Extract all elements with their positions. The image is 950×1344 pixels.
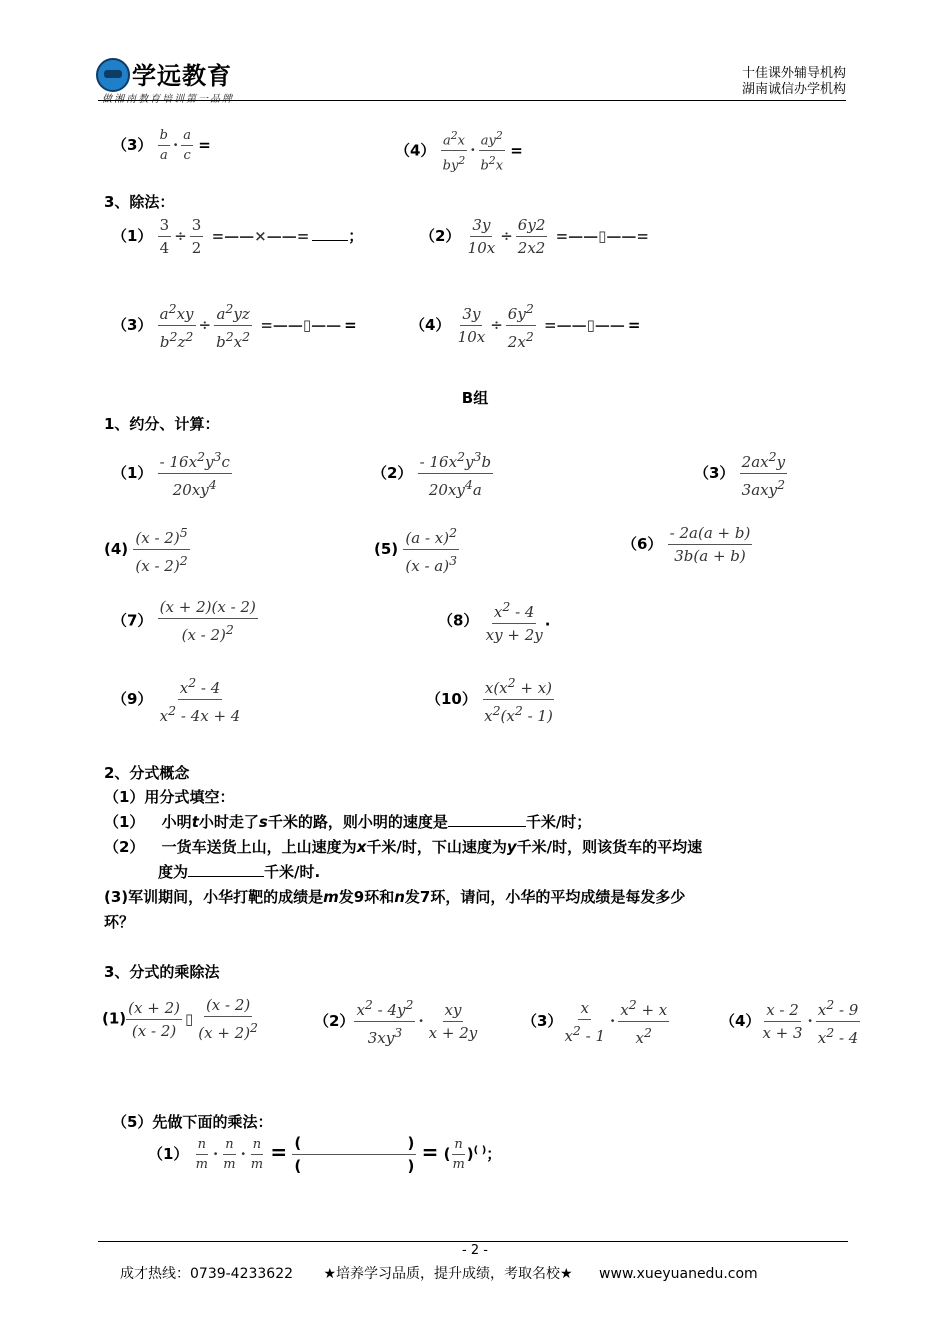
label: (1) (102, 1009, 127, 1028)
label: （2） (372, 464, 413, 482)
label: （1） (112, 227, 153, 245)
label: （2） (314, 1012, 355, 1030)
fraction: $\frac{n}{m}$ (195, 1137, 208, 1172)
division-problem-2: （2） $\frac{3y}{10x}$ ÷ $\frac{6y2}{2x2}$ =——▯——= (420, 216, 649, 257)
label: （1） (148, 1145, 189, 1163)
multdiv-title: 3、分式的乘除法 (104, 963, 220, 981)
simplify-problem-9 (112, 672, 242, 727)
fraction: $\frac{a^2yz}{b^2x^2}$ (214, 298, 252, 353)
fraction: $\frac{n}{m}$ (223, 1137, 236, 1172)
label: （3） (694, 464, 735, 482)
fraction: $\frac{- 16x^2y^3c}{20xy^4}$ (158, 446, 232, 501)
label: （4） (720, 1012, 761, 1030)
equals: = (344, 316, 357, 334)
var: t (191, 813, 199, 831)
header-right-line2: 湖南诚信办学机构 (741, 82, 846, 97)
var: s (258, 813, 268, 831)
fraction: $\frac{x^2 - 4}{xy + 2y}$ (484, 596, 545, 646)
simplify-problem-10 (426, 672, 555, 727)
label: (5) (374, 540, 399, 558)
text: 千米/时，则该货车的平均速 (516, 838, 703, 856)
answer-blank[interactable] (448, 826, 526, 827)
division-problem-1: （1） $\frac{3}{4}$ ÷ $\frac{3}{2}$ =——×——= ； (112, 216, 364, 257)
footer-bar (120, 1263, 758, 1283)
label: (4) (104, 540, 129, 558)
var: n (394, 888, 405, 906)
fraction: $\frac{x^2 - 4}{x^2 - 4x + 4}$ (158, 672, 243, 727)
text: 发9环和 (338, 888, 395, 906)
multdiv-problem-3: （3） $\frac{x}{x^2 - 1}$ · $\frac{x^2 + x}{x^2}$ (522, 994, 669, 1049)
fraction: $\frac{a}{c}$ (183, 128, 191, 163)
header-right (742, 66, 846, 98)
fraction: $\frac{6y^2}{2x^2}$ (506, 298, 536, 353)
group-b-title: B组 (461, 389, 489, 407)
answer-fraction[interactable]: ( ) ( ) (294, 1134, 415, 1175)
label: （2） (420, 227, 461, 245)
fraction: $\frac{- 2a(a + b)}{3b(a + b)}$ (669, 524, 751, 565)
multdiv-problem-1: (1) $\frac{(x + 2)}{(x - 2)}$ ▯ $\frac{(x - 2)}{(x + 2)^2}$ (102, 996, 258, 1042)
division-problem-3: （3） $\frac{a^2xy}{b^2z^2}$ ÷ $\frac{a^2yz}{b^2x^2}$ =——▯—— = (112, 298, 357, 353)
var: y (506, 838, 517, 856)
fraction: $\frac{3y}{10x}$ (457, 305, 486, 346)
multdiv-p5-problem: （1） $\frac{n}{m}$ · $\frac{n}{m}$ · $\frac{n}{m}$ = ( ) ( ) = ( $\frac{n}{m}$ )( )； (148, 1134, 502, 1175)
fraction: $\frac{x - 2}{x + 3}$ (762, 1001, 803, 1042)
fraction: $\frac{(x + 2)}{(x - 2)}$ (128, 998, 180, 1040)
footer-site[interactable]: www.xueyuanedu.com (599, 1266, 758, 1282)
multdiv-p5-title: （5）先做下面的乘法： (112, 1113, 273, 1131)
fraction: $\frac{ay^2}{b^2x}$ (478, 126, 505, 176)
logo-text: 学远教育 (132, 62, 232, 90)
top-problem-4: （4） $\frac{a^2x}{by^2}$ · $\frac{ay^2}{b^2x}$ = (395, 126, 523, 176)
equals: = (510, 141, 523, 160)
fraction: $\frac{x^2 - 9}{x^2 - 4}$ (816, 994, 861, 1049)
multdiv-problem-2: （2） $\frac{x^2 - 4y^2}{3xy^3}$ · $\frac{xy}{x + 2y}$ (314, 994, 479, 1049)
text: 千米/时； (525, 813, 592, 831)
top-problem-3: （3） $\frac{b}{a}$ · $\frac{a}{c}$ = (112, 128, 211, 163)
text: 千米的路，则小明的速度是 (267, 813, 448, 831)
text: 千米/时，下山速度为 (366, 838, 507, 856)
fraction: $\frac{a^2x}{by^2}$ (441, 126, 468, 176)
text: 度为 (158, 863, 189, 881)
page-number: - 2 - (462, 1243, 488, 1258)
label: （3） (112, 136, 153, 154)
fraction: $\frac{n}{m}$ (250, 1137, 264, 1172)
fraction: $\frac{3}{2}$ (191, 216, 202, 257)
label: （9） (112, 690, 153, 708)
multdiv-problem-4: （4） $\frac{x - 2}{x + 3}$ · $\frac{x^2 - 9}{x^2 - 4}$ (720, 994, 860, 1049)
simplify-problem-1 (112, 446, 232, 501)
concept-q3 (104, 886, 685, 907)
footer-slogan: ★培养学习品质，提升成绩，考取名校★ (323, 1266, 573, 1282)
brand-logo (96, 56, 256, 104)
text: (3)军训期间，小华打靶的成绩是 (104, 888, 324, 906)
simplify-problem-5 (374, 522, 459, 577)
label: （8） (438, 611, 479, 630)
division-problem-4: （4） $\frac{3y}{10x}$ ÷ $\frac{6y^2}{2x^2}$ =——▯—— = (410, 298, 640, 353)
footer-divider (98, 1241, 848, 1242)
fraction: $\frac{a^2xy}{b^2z^2}$ (158, 298, 196, 353)
simplify-problem-2 (372, 446, 493, 501)
label: （3） (522, 1012, 563, 1030)
label: （1） (104, 813, 145, 831)
fraction: $\frac{2ax^2y}{3axy^2}$ (740, 446, 787, 501)
simplify-problem-4 (104, 522, 190, 577)
concept-q3-cont: 环？ (104, 913, 135, 931)
answer-blank[interactable] (188, 876, 264, 877)
label: （6） (622, 535, 663, 553)
equals: = (198, 136, 211, 154)
equals: = (627, 316, 641, 334)
simplify-title: 1、约分、计算： (104, 415, 220, 433)
concept-subtitle: （1）用分式填空： (104, 788, 235, 806)
var: m (323, 888, 339, 906)
answer-blank[interactable] (312, 240, 348, 241)
label: （3） (112, 316, 153, 334)
fraction: $\frac{3y}{10x}$ (467, 216, 496, 257)
text: 千米/时. (264, 863, 321, 881)
division-title: 3、除法： (104, 193, 175, 211)
fraction: $\frac{3}{4}$ (159, 216, 170, 257)
header-right-line1: 十佳课外辅导机构 (741, 66, 846, 81)
logo-slogan: 做湘南教育培训第一品牌 (102, 94, 234, 105)
fraction: $\frac{(x - 2)^5}{(x - 2)^2}$ (133, 522, 189, 577)
fraction: $\frac{x^2 - 4y^2}{3xy^3}$ (354, 994, 415, 1049)
fraction: $\frac{x^2 + x}{x^2}$ (618, 994, 669, 1049)
fraction: $\frac{(x - 2)}{(x + 2)^2}$ (198, 996, 258, 1042)
text: 一货车送货上山，上山速度为 (161, 838, 357, 856)
period: . (544, 611, 551, 630)
fraction: $\frac{- 16x^2y^3b}{20xy^4a}$ (418, 446, 493, 501)
fraction: $\frac{n}{m}$ (452, 1137, 465, 1172)
var: x (356, 838, 367, 856)
concept-q1 (104, 811, 591, 832)
equals: = (270, 1140, 288, 1164)
fraction: $\frac{xy}{x + 2y}$ (428, 1001, 478, 1042)
simplify-problem-7 (112, 596, 258, 646)
semicolon: ； (486, 1145, 502, 1163)
label: （2） (104, 838, 145, 856)
fraction: $\frac{x(x^2 + x)}{x^2(x^2 - 1)}$ (482, 672, 555, 727)
fraction: $\frac{(x + 2)(x - 2)}{(x - 2)^2}$ (159, 598, 256, 644)
concept-title: 2、分式概念 (104, 764, 190, 782)
logo-emblem-icon (96, 58, 130, 92)
fraction: $\frac{(a - x)^2}{(x - a)^3}$ (403, 522, 459, 577)
simplify-problem-8 (438, 596, 550, 646)
label: （4） (410, 316, 451, 334)
concept-q2 (104, 836, 702, 857)
fraction: $\frac{b}{a}$ (159, 128, 168, 163)
footer-hotline: 成才热线：0739-4233622 (120, 1266, 294, 1282)
concept-q2-cont (158, 861, 320, 882)
simplify-problem-6 (622, 522, 752, 567)
header-divider (98, 100, 846, 101)
text: 小明 (161, 813, 192, 831)
text: 小时走了 (198, 813, 259, 831)
simplify-problem-3 (694, 446, 787, 501)
text: 发7环，请问，小华的平均成绩是每发多少 (404, 888, 686, 906)
exponent-blank[interactable]: ( ) (473, 1145, 487, 1156)
equals: = (421, 1140, 439, 1164)
label: （4） (395, 141, 436, 160)
label: （7） (112, 611, 153, 630)
semicolon: ； (348, 227, 364, 245)
fraction: $\frac{x}{x^2 - 1}$ (564, 998, 606, 1045)
label: （10） (426, 690, 477, 708)
label: （1） (112, 464, 153, 482)
fraction: $\frac{6y2}{2x2}$ (517, 216, 546, 257)
